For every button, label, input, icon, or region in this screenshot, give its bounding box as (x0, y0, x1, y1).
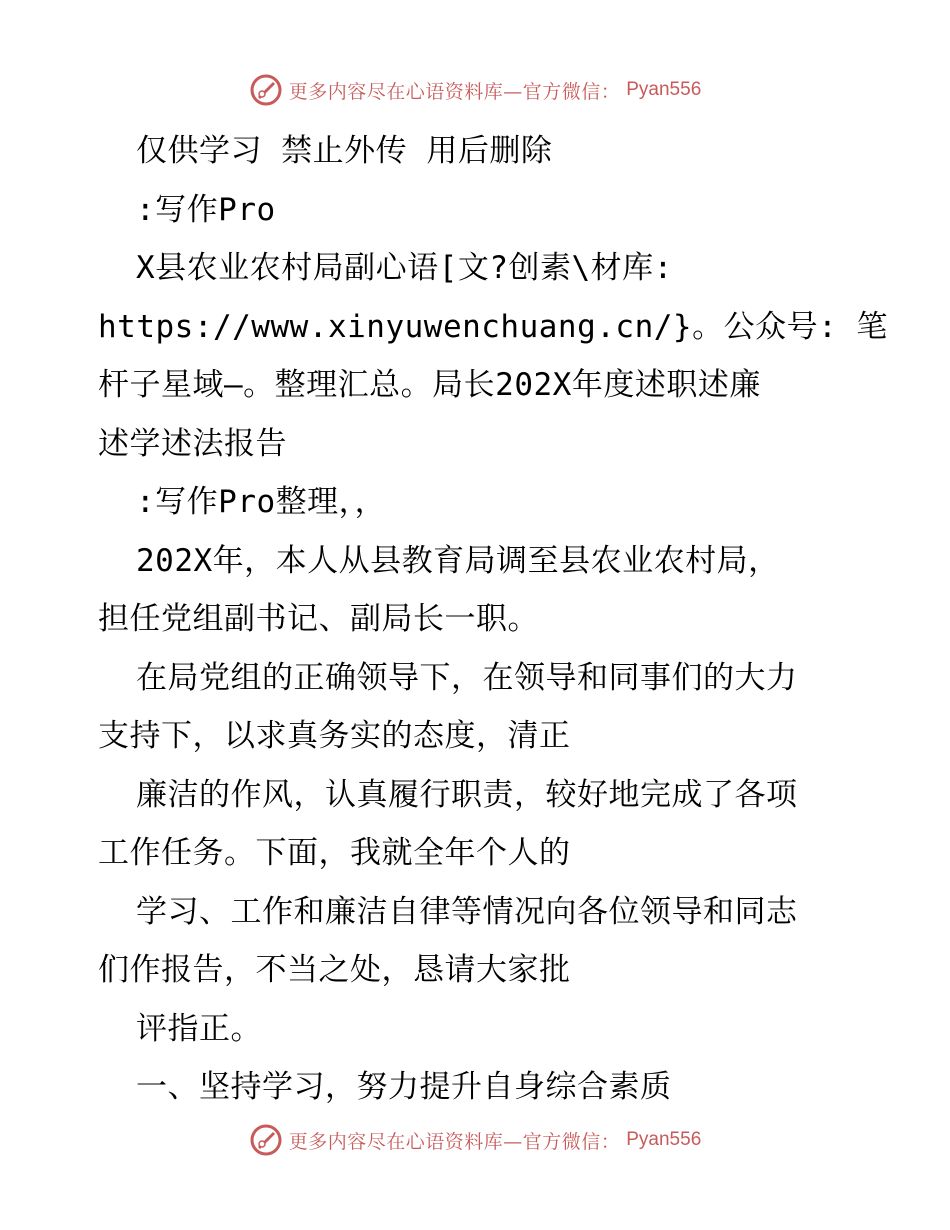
text-line: :写作Pro (136, 191, 276, 228)
section-heading: 一、坚持学习，努力提升自身综合素质 (136, 1069, 672, 1105)
text-line: X县农业农村局副心语[文?创素\材库: (136, 250, 673, 286)
banner-text: 更多内容尽在心语资料库—官方微信： (288, 80, 621, 103)
quill-logo-icon (249, 1123, 283, 1157)
document-body (98, 122, 888, 1117)
text-line: :写作Pro整理，， (136, 484, 387, 520)
text-line: 们作报告，不当之处，恳请大家批 (98, 952, 571, 988)
banner-handle: Pyan556 (626, 79, 702, 100)
text-line: 工作任务。下面，我就全年个人的 (98, 835, 571, 871)
text-line: 仅供学习 禁止外传 用后删除 (136, 133, 553, 169)
text-line: 202X年，本人从县教育局调至县农业农村局， (136, 542, 780, 579)
banner-text: 更多内容尽在心语资料库—官方微信： (288, 1130, 621, 1153)
text-line: https://www.xinyuwenchuang.cn/}。公众号: 笔 (98, 308, 888, 345)
quill-logo-icon (249, 73, 283, 107)
text-line: 支持下，以求真务实的态度，清正 (98, 718, 571, 754)
text-line: 评指正。 (136, 1010, 262, 1047)
text-line: 杆子星域—。整理汇总。局长202X年度述职述廉 (98, 367, 761, 403)
text-line: 述学述法报告 (98, 425, 287, 462)
text-line: 在局党组的正确领导下，在领导和同事们的大力 (136, 659, 798, 696)
footer-banner (0, 1120, 950, 1160)
text-line: 担任党组副书记、副局长一职。 (98, 601, 539, 637)
banner-handle: Pyan556 (626, 1129, 702, 1150)
text-line: 学习、工作和廉洁自律等情况向各位领导和同志 (136, 893, 798, 930)
text-line: 廉洁的作风，认真履行职责，较好地完成了各项 (136, 776, 798, 813)
header-banner (0, 70, 950, 110)
